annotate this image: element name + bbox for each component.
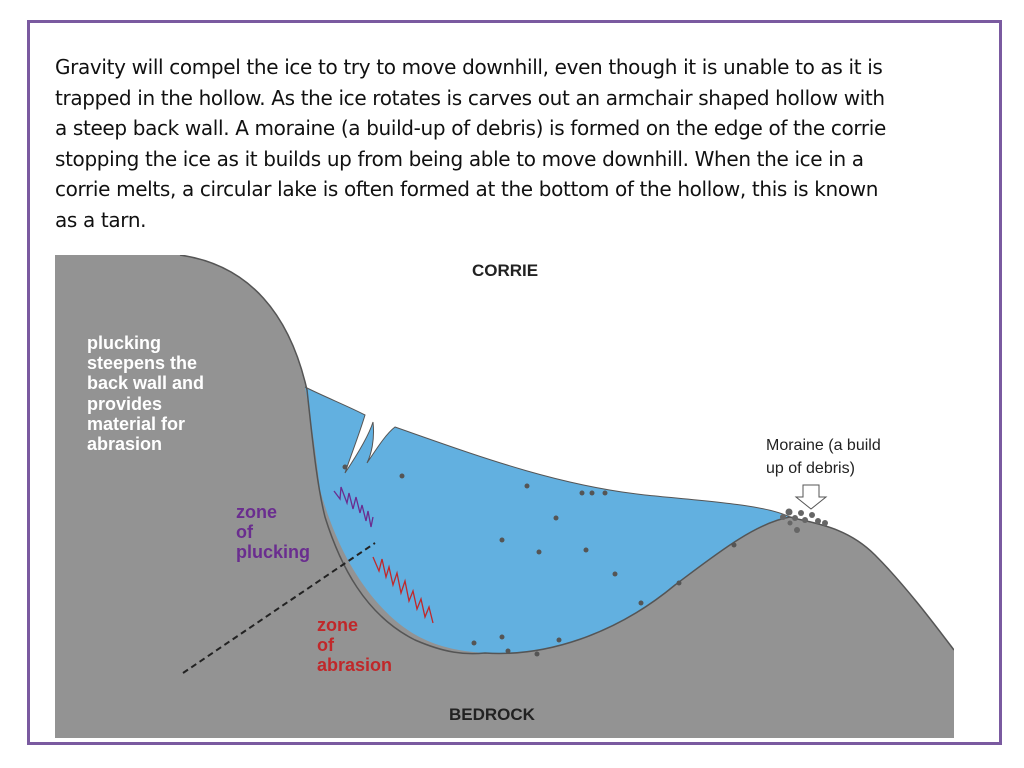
paragraph-line: corrie melts, a circular lake is often formed at the bottom of the hollow, this is known [55,177,879,202]
paragraph-line: Gravity will compel the ice to try to move downhill, even though it is unable to as it is [55,55,883,79]
corrie-diagram [55,255,954,738]
plucking-note-line: provides [87,394,163,414]
plucking-note-line: plucking [87,333,162,353]
bedrock-label: BEDROCK [449,705,535,724]
zone-abrasion-line: of [317,635,334,655]
zone-plucking-line: zone [236,502,278,522]
plucking-note-line: abrasion [87,434,163,454]
plucking-note-line: steepens the [87,353,198,373]
moraine-label-line: Moraine (a build [766,437,881,454]
paragraph-line: as a tarn. [55,207,147,232]
zone-abrasion-line: zone [317,615,359,635]
paragraph-line: a steep back wall. A moraine (a build-up of debris) is formed on the edge of the corrie [55,116,886,141]
zone-plucking-line: plucking [236,542,311,562]
zone-abrasion-line: abrasion [317,655,393,675]
paragraph-line: trapped in the hollow. As the ice rotates is carves out an armchair shaped hollow with [55,85,885,110]
plucking-note-line: material for [87,414,186,434]
moraine-label-line: up of debris) [766,460,855,477]
paragraph-line: stopping the ice as it builds up from being able to move downhill. When the ice in a [55,146,864,171]
zone-plucking-line: of [236,522,253,542]
diagram-title: CORRIE [471,261,539,280]
description-paragraph [55,52,965,236]
plucking-note-line: back wall and [87,373,205,393]
